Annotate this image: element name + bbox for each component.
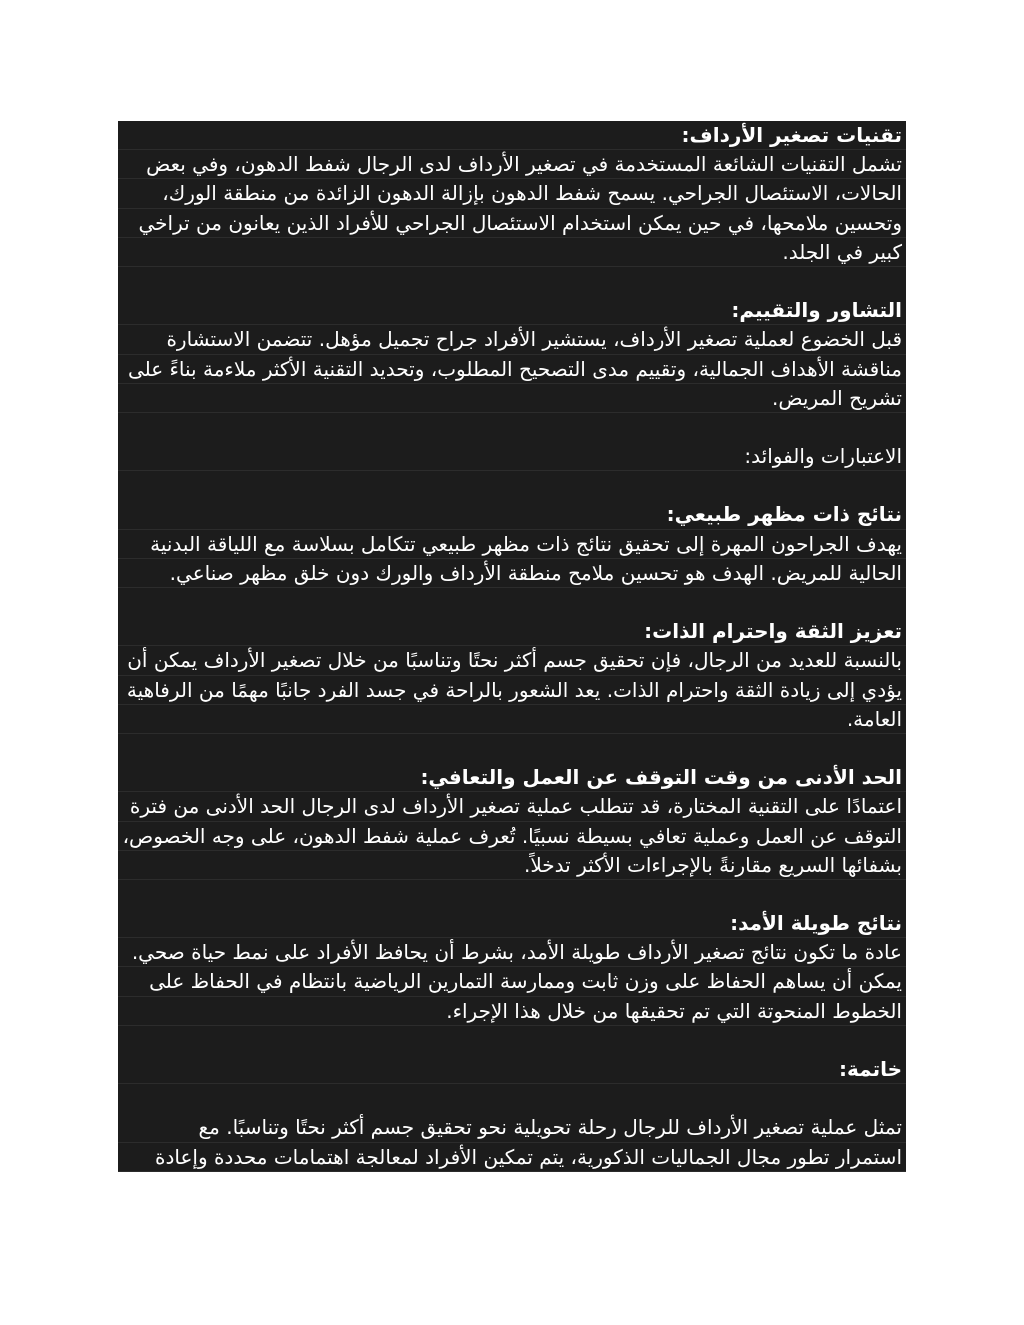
text-line: استمرار تطور مجال الجماليات الذكورية، يتم تمكين الأفراد لمعالجة اهتمامات محددة وإعادة <box>118 1143 906 1172</box>
blank-line <box>118 471 906 500</box>
text-line: تمثل عملية تصغير الأرداف للرجال رحلة تحويلية نحو تحقيق جسم أكثر نحتًا وتناسبًا. مع <box>118 1113 906 1142</box>
text-line: مناقشة الأهداف الجمالية، وتقييم مدى التصحيح المطلوب، وتحديد التقنية الأكثر ملاءمة بناءً على <box>118 355 906 384</box>
text-line: التوقف عن العمل وعملية تعافي بسيطة نسبيًا. تُعرف عملية شفط الدهون، على وجه الخصوص، <box>118 822 906 851</box>
text-line: يهدف الجراحون المهرة إلى تحقيق نتائج ذات مظهر طبيعي تتكامل بسلاسة مع اللياقة البدنية <box>118 530 906 559</box>
text-line: وتحسين ملامحها، في حين يمكن استخدام الاستئصال الجراحي للأفراد الذين يعانون من تراخي <box>118 209 906 238</box>
text-line: اعتمادًا على التقنية المختارة، قد تتطلب عملية تصغير الأرداف لدى الرجال الحد الأدنى من فترة <box>118 792 906 821</box>
text-line: يؤدي إلى زيادة الثقة واحترام الذات. يعد الشعور بالراحة في جسد الفرد جانبًا مهمًا من الرفاهية <box>118 676 906 705</box>
blank-line <box>118 1084 906 1113</box>
text-line: يمكن أن يساهم الحفاظ على وزن ثابت وممارسة التمارين الرياضية بانتظام في الحفاظ على <box>118 967 906 996</box>
section-heading: تقنيات تصغير الأرداف: <box>118 121 906 150</box>
section-heading: نتائج طويلة الأمد: <box>118 909 906 938</box>
text-line: الاعتبارات والفوائد: <box>118 442 906 471</box>
text-line: الحالية للمريض. الهدف هو تحسين ملامح منطقة الأرداف والورك دون خلق مظهر صناعي. <box>118 559 906 588</box>
section-heading: تعزيز الثقة واحترام الذات: <box>118 617 906 646</box>
text-line: بالنسبة للعديد من الرجال، فإن تحقيق جسم أكثر نحتًا وتناسبًا من خلال تصغير الأرداف يمكن أن <box>118 646 906 675</box>
blank-line <box>118 1026 906 1055</box>
text-line: تشريح المريض. <box>118 384 906 413</box>
blank-line <box>118 734 906 763</box>
section-heading: الحد الأدنى من وقت التوقف عن العمل والتعافي: <box>118 763 906 792</box>
text-line: الخطوط المنحوتة التي تم تحقيقها من خلال هذا الإجراء. <box>118 997 906 1026</box>
blank-line <box>118 267 906 296</box>
section-heading: خاتمة: <box>118 1055 906 1084</box>
text-line: بشفائها السريع مقارنةً بالإجراءات الأكثر تدخلاً. <box>118 851 906 880</box>
text-line: العامة. <box>118 705 906 734</box>
text-line: الحالات، الاستئصال الجراحي. يسمح شفط الدهون بإزالة الدهون الزائدة من منطقة الورك، <box>118 179 906 208</box>
blank-line <box>118 880 906 909</box>
section-heading: التشاور والتقييم: <box>118 296 906 325</box>
section-heading: نتائج ذات مظهر طبيعي: <box>118 500 906 529</box>
text-line: كبير في الجلد. <box>118 238 906 267</box>
text-line: عادة ما تكون نتائج تصغير الأرداف طويلة الأمد، بشرط أن يحافظ الأفراد على نمط حياة صحي. <box>118 938 906 967</box>
text-line: تعريف أجسادهم وفقًا لمثلهم الجمالية. إن استشارة جراح تجميل مؤهل ومناقشة الأهداف بشكل <box>118 1172 906 1201</box>
blank-line <box>118 413 906 442</box>
document-page <box>118 121 906 1198</box>
text-line: قبل الخضوع لعملية تصغير الأرداف، يستشير الأفراد جراح تجميل مؤهل. تتضمن الاستشارة <box>118 325 906 354</box>
text-line: تشمل التقنيات الشائعة المستخدمة في تصغير الأرداف لدى الرجال شفط الدهون، وفي بعض <box>118 150 906 179</box>
blank-line <box>118 588 906 617</box>
